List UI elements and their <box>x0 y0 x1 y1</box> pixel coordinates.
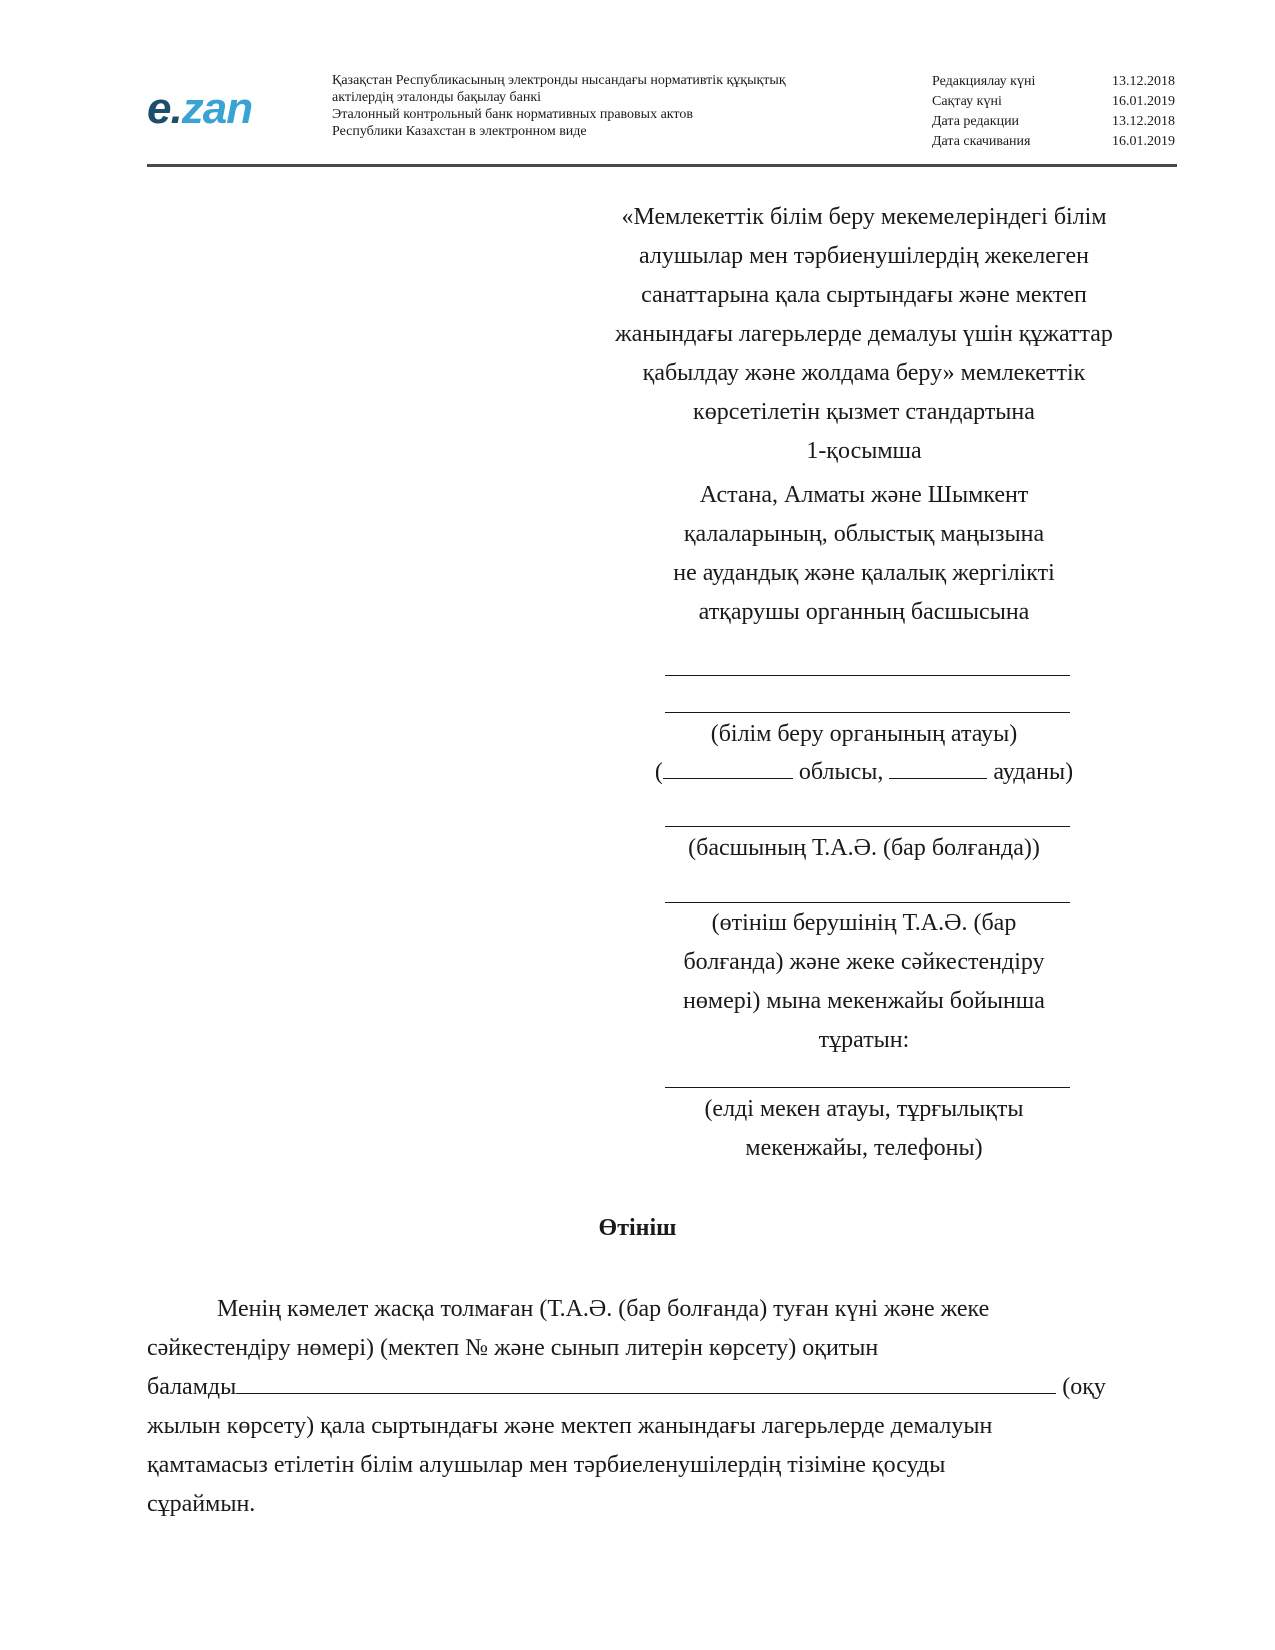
meta-row <box>932 132 1175 152</box>
applicant-caption: (өтініш берушінің Т.А.Ә. (бар болғанда) және жеке сәйкестендіру нөмері) мына мекенжайы бойынша тұратын: <box>683 910 1045 1053</box>
region-line: ( облысы, ауданы) <box>560 753 1168 792</box>
header-desc-line: Қазақстан Республикасының электронды нысандағы нормативтік құқықтық <box>332 73 786 88</box>
meta-row <box>932 72 1175 92</box>
header-desc-line: Республики Казахстан в электронном виде <box>332 124 587 139</box>
org-name-blank <box>665 675 1070 676</box>
header-divider <box>147 164 1177 167</box>
application-body: Менің кәмелет жасқа толмаған (Т.А.Ә. (бар болғанда) туған күні және жеке сәйкестендіру нөмері) (мектеп № және сынып литерін көрсету) оқитын баламды (оқу жылын көрсету) қала сыртындағы және мектеп жанындағы лагерьлерде демалуын қамтамасыз етілетін білім алушылар мен тәрбиеленушілердің тізіміне қосуды сұраймын. <box>147 1296 1106 1517</box>
address-caption: (елді мекен атауы, тұрғылықты мекенжайы, телефоны) <box>704 1096 1024 1161</box>
header-desc-line: Эталонный контрольный банк нормативных правовых актов <box>332 107 693 122</box>
district-blank <box>889 756 987 779</box>
ezan-logo: e.zan <box>147 84 253 133</box>
appendix-reference: «Мемлекеттік білім беру мекемелеріндегі білім алушылар мен тәрбиенушілердің жекелеген санаттарына қала сыртындағы және мектеп жанындағы лагерьлерде демалуы үшін құжаттар қабылдау және жолдама беру» мемлекеттік көрсетілетін қызмет стандартына 1-қосымша <box>615 204 1113 464</box>
meta-value: 16.01.2019 <box>1112 94 1175 109</box>
header-description <box>332 72 892 140</box>
applicant-blank <box>665 902 1070 903</box>
meta-value: 13.12.2018 <box>1112 114 1175 129</box>
meta-label: Сақтау күні <box>932 94 1002 109</box>
header-meta <box>932 72 1175 152</box>
addressee-block: Астана, Алматы және Шымкент қалаларының, облыстық маңызына не аудандық және қалалық жергілікті атқарушы органның басшысына <box>673 482 1055 625</box>
oblast-blank <box>663 756 793 779</box>
document-header <box>147 70 1177 165</box>
meta-row <box>932 112 1175 132</box>
header-desc-line: актілердің эталонды бақылау банкі <box>332 90 542 105</box>
address-blank <box>665 1087 1070 1088</box>
meta-value: 13.12.2018 <box>1112 74 1175 89</box>
meta-label: Редакциялау күні <box>932 74 1036 89</box>
document-title: Өтініш <box>598 1215 677 1241</box>
meta-value: 16.01.2019 <box>1112 134 1175 149</box>
org-name-caption: (білім беру органының атауы) <box>710 721 1018 747</box>
meta-label: Дата редакции <box>932 114 1020 129</box>
head-caption: (басшының Т.А.Ә. (бар болғанда)) <box>688 835 1040 861</box>
head-name-blank <box>665 826 1070 827</box>
org-name-blank <box>665 712 1070 713</box>
meta-row <box>932 92 1175 112</box>
meta-label: Дата скачивания <box>932 134 1031 149</box>
study-year-blank <box>236 1369 1056 1394</box>
